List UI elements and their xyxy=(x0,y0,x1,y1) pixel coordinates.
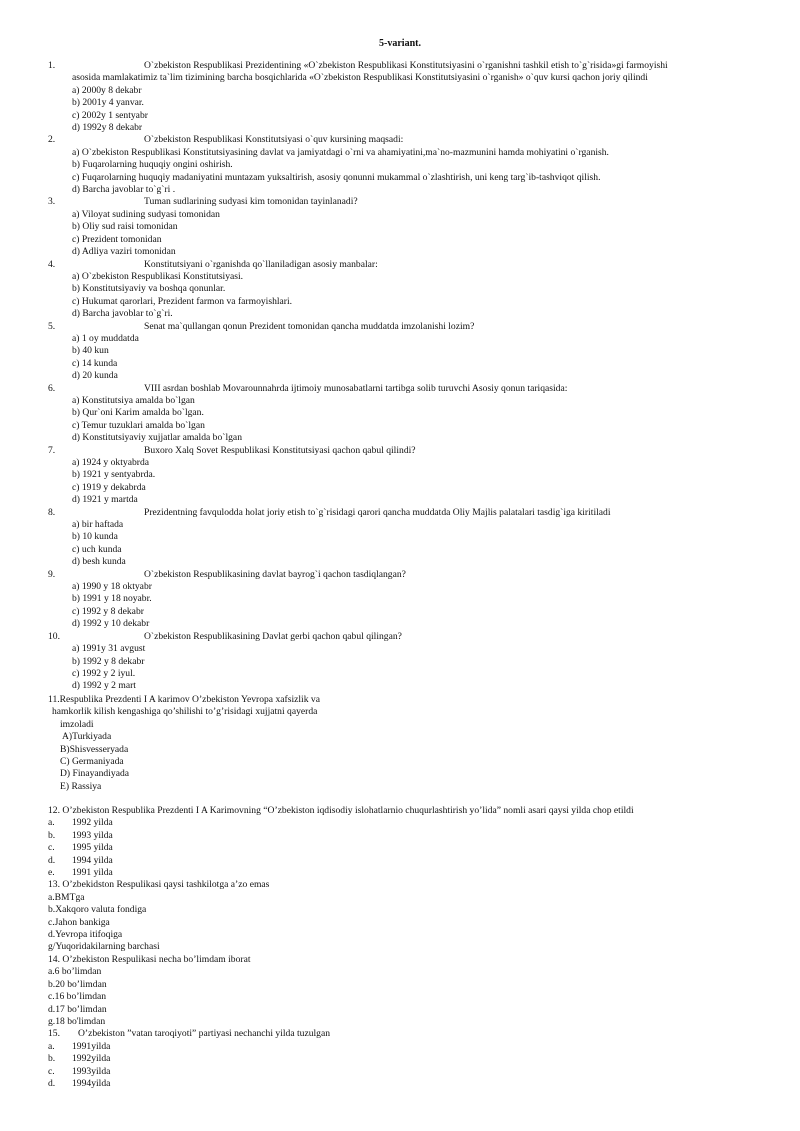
answer-option: a) 1991y 31 avgust xyxy=(72,643,146,655)
q15-label: 15. xyxy=(48,1028,60,1040)
q12-option-label: b. xyxy=(48,829,56,841)
answer-option: b) 1992 y 8 dekabr xyxy=(72,655,145,667)
question-number: 9. xyxy=(48,568,56,580)
answer-option: a) Konstitutsiya amalda bo`lgan xyxy=(72,394,195,406)
question-row xyxy=(48,631,768,643)
q15-option xyxy=(48,1078,768,1090)
answer-option: b) 10 kunda xyxy=(72,531,118,543)
q12-option-value: 1991 yilda xyxy=(72,867,113,879)
question-row xyxy=(48,445,768,457)
question-item xyxy=(48,569,768,631)
q15-question xyxy=(48,1028,768,1040)
question-text: Konstitutsiyani o`rganishda qo`llaniladigan asosiy manbalar: xyxy=(144,258,378,270)
question-row xyxy=(48,259,768,271)
q11-option: B)Shisvesseryada xyxy=(60,743,129,755)
question-text: Prezidentning favqulodda holat joriy etish to`g`risidagi qarori qancha muddatda Oliy Majlis palatalari tasdig`iga kiritiladi xyxy=(144,506,611,518)
answer-option: b) 1921 y sentyabrda. xyxy=(72,469,156,481)
q12-option-value: 1994 yilda xyxy=(72,854,113,866)
q15-option-label: b. xyxy=(48,1053,56,1065)
answer-option: c) 1992 y 8 dekabr xyxy=(72,605,144,617)
q12-option xyxy=(48,867,768,879)
q13-option: d.Yevropa itifoqiga xyxy=(48,929,123,941)
q15-option xyxy=(48,1066,768,1078)
question-text: O`zbekiston Respublikasining davlat bayrog`i qachon tasdiqlangan? xyxy=(144,568,406,580)
answer-option: a) Viloyat sudining sudyasi tomonidan xyxy=(72,208,220,220)
q12-option xyxy=(48,830,768,842)
answer-option: d) 1992 y 10 dekabr xyxy=(72,618,150,630)
question-text: O`zbekiston Respublikasining Davlat gerbi qachon qabul qilingan? xyxy=(144,630,402,642)
question-text: O`zbekiston Respublikasi Konstitutsiyasi o`quv kursining maqsadi: xyxy=(144,134,404,146)
q11-line: hamkorlik kilish kengashiga qo’shilishi to’g’risidagi xujjatni qayerda xyxy=(52,706,318,718)
question-item xyxy=(48,60,768,134)
question-text: O`zbekiston Respublikasi Prezidentining «O`zbekiston Respublikasi Konstitutsiyasini o`rganishni tashkil etish to`g`risida»gi farmoyishi xyxy=(144,60,668,71)
answer-option: b) 2001y 4 yanvar. xyxy=(72,97,144,109)
q14-option: b.20 bo’limdan xyxy=(48,978,107,990)
q14-option: d.17 bo’limdan xyxy=(48,1003,107,1015)
q12-option xyxy=(48,842,768,854)
answer-option: a) bir haftada xyxy=(72,519,124,531)
answer-option: d) Barcha javoblar to`g`ri . xyxy=(72,184,176,196)
question-item xyxy=(48,196,768,258)
question-number: 6. xyxy=(48,382,56,394)
q11-option: E) Rassiya xyxy=(60,780,102,792)
answer-option: d) Adliya vaziri tomonidan xyxy=(72,246,176,258)
q15-option-label: a. xyxy=(48,1040,55,1052)
answer-option: a) 1924 y oktyabrda xyxy=(72,457,149,468)
question-number: 4. xyxy=(48,258,56,270)
question-text: Senat ma`qullangan qonun Prezident tomonidan qancha muddatda imzolanishi lozim? xyxy=(144,320,475,332)
q14-option: a.6 bo’limdan xyxy=(48,966,102,978)
question-number: 1. xyxy=(48,60,56,71)
q13-option: a.BMTga xyxy=(48,891,85,903)
question-row xyxy=(48,507,768,519)
q15-option xyxy=(48,1053,768,1065)
q15-option-value: 1992yilda xyxy=(72,1053,111,1065)
answer-option: c) 1919 y dekabrda xyxy=(72,481,146,493)
answer-option: b) Fuqarolarning huquqiy ongini oshirish. xyxy=(72,159,233,171)
answer-option: b) 40 kun xyxy=(72,345,109,357)
q12-option xyxy=(48,855,768,867)
page-title: 5-variant. xyxy=(379,38,421,49)
q11-option: D) Finayandiyada xyxy=(60,768,130,780)
q15-option-label: d. xyxy=(48,1077,56,1089)
answer-option: c) 2002y 1 sentyabr xyxy=(72,109,148,121)
question-number: 2. xyxy=(48,134,56,146)
answer-option: b) Oliy sud raisi tomonidan xyxy=(72,221,178,233)
q14-option: g.18 bo'limdan xyxy=(48,1015,106,1027)
q13-option: b.Xakqoro valuta fondiga xyxy=(48,904,147,916)
q15-option-label: c. xyxy=(48,1065,55,1077)
q11-line: imzoladi xyxy=(60,718,94,730)
question-item xyxy=(48,134,768,196)
question-item xyxy=(48,631,768,693)
question-number: 8. xyxy=(48,506,56,518)
answer-option: c) Prezident tomonidan xyxy=(72,233,162,245)
q12-option-value: 1995 yilda xyxy=(72,842,113,854)
q14-text: 14. O’zbekiston Respulikasi necha bo’limdam iborat xyxy=(48,953,251,965)
question-item xyxy=(48,445,768,507)
q15-option xyxy=(48,1041,768,1053)
answer-option: c) Fuqarolarning huquqiy madaniyatini muntazam yuksaltirish, asosiy qonunni mukammal o`zlashtirish, uni keng targ`ib-tashviqot qilish. xyxy=(72,171,601,183)
q12-text: 12. O’zbekiston Respublika Prezdenti I A Karimovning “O’zbekiston iqdisodiy islohatlarnio chuqurlashtirish yo’lida” nomli asari qaysi yilda chop etildi xyxy=(48,805,634,816)
q12-option-label: e. xyxy=(48,867,55,879)
answer-option: d) 1992y 8 dekabr xyxy=(72,122,143,134)
answer-option: c) Hukumat qarorlari, Prezident farmon va farmoyishlari. xyxy=(72,295,293,307)
answer-option: b) Qur`oni Karim amalda bo`lgan. xyxy=(72,407,204,419)
q11-option: C) Germaniyada xyxy=(60,756,124,768)
answer-option: d) 1921 y martda xyxy=(72,494,138,506)
answer-option: a) 1 oy muddatda xyxy=(72,332,139,344)
answer-option: b) 1991 y 18 noyabr. xyxy=(72,593,152,605)
q12-option-label: a. xyxy=(48,817,55,829)
question-row xyxy=(48,196,768,208)
q13-option: c.Jahon bankiga xyxy=(48,916,110,928)
q15-option-value: 1994yilda xyxy=(72,1077,111,1089)
q15-option-value: 1993yilda xyxy=(72,1065,111,1077)
answer-option: d) besh kunda xyxy=(72,556,126,568)
question-row xyxy=(48,60,768,72)
q12-option-value: 1993 yilda xyxy=(72,829,113,841)
question-text-continued: asosida mamlakatimiz ta`lim tizimining barcha bosqichlarida «O`zbekiston Respublikasi Konstitutsiyasini o`rganish» o`quv kursi qachon joriy qilindi xyxy=(72,72,648,84)
q15-option-value: 1991yilda xyxy=(72,1040,111,1052)
question-row xyxy=(48,321,768,333)
q13-text: 13. O’zbekidston Respulikasi qaysi tashkilotga a’zo emas xyxy=(48,879,270,891)
answer-option: a) O`zbekiston Respublikasi Konstitutsiyasining davlat va jamiyatdagi o`rni va ahamiyatini,ma`no-mazmunini hamda mohiyatini o`rganish. xyxy=(72,146,609,158)
q12-option-label: d. xyxy=(48,854,56,866)
answer-option: c) 1992 y 2 iyul. xyxy=(72,667,136,679)
question-text: Tuman sudlarining sudyasi kim tomonidan tayinlanadi? xyxy=(144,196,358,208)
q13-option: g/Yuqoridakilarning barchasi xyxy=(48,941,160,953)
answer-option: d) Barcha javoblar to`g`ri. xyxy=(72,308,173,320)
answer-option: a) 2000y 8 dekabr xyxy=(72,84,142,96)
q12-option-label: c. xyxy=(48,842,55,854)
question-row xyxy=(48,569,768,581)
question-number: 5. xyxy=(48,320,56,332)
question-item xyxy=(48,383,768,445)
questions-1-10 xyxy=(48,60,768,693)
answer-option: d) 20 kunda xyxy=(72,370,118,382)
answer-option: b) Konstitutsiyaviy va boshqa qonunlar. xyxy=(72,283,226,295)
answer-option: d) 1992 y 2 mart xyxy=(72,680,136,692)
question-11 xyxy=(48,694,768,793)
question-item xyxy=(48,321,768,383)
questions-12-15 xyxy=(48,805,768,1090)
q15-text: O’zbekiston ”vatan taroqiyoti” partiyasi nechanchi yilda tuzulgan xyxy=(78,1028,331,1040)
question-text: Buxoro Xalq Sovet Respublikasi Konstitutsiyasi qachon qabul qilindi? xyxy=(144,444,416,456)
question-item xyxy=(48,507,768,569)
question-text: VIII asrdan boshlab Movarounnahrda ijtimoiy munosabatlarni tartibga solib turuvchi Asosiy qonun tariqasida: xyxy=(144,382,568,394)
question-number: 10. xyxy=(48,630,60,642)
question-number: 3. xyxy=(48,196,56,208)
q11-option: A)Turkiyada xyxy=(62,731,112,743)
answer-option: d) Konstitutsiyaviy xujjatlar amalda bo`lgan xyxy=(72,432,242,444)
question-item xyxy=(48,259,768,321)
answer-option: c) uch kunda xyxy=(72,543,122,555)
answer-option: a) 1990 y 18 oktyabr xyxy=(72,581,152,593)
q11-line: 11.Respublika Prezdenti I A karimov O’zbekiston Yevropa xafsizlik va xyxy=(48,694,320,705)
answer-option: c) 14 kunda xyxy=(72,357,118,369)
q14-option: c.16 bo’limdan xyxy=(48,991,107,1003)
q12-option-value: 1992 yilda xyxy=(72,817,113,829)
answer-option: a) O`zbekiston Respublikasi Konstitutsiyasi. xyxy=(72,270,244,282)
q12-option xyxy=(48,817,768,829)
question-row xyxy=(48,134,768,146)
question-number: 7. xyxy=(48,444,56,456)
answer-option: c) Temur tuzuklari amalda bo`lgan xyxy=(72,419,205,431)
question-row xyxy=(48,383,768,395)
